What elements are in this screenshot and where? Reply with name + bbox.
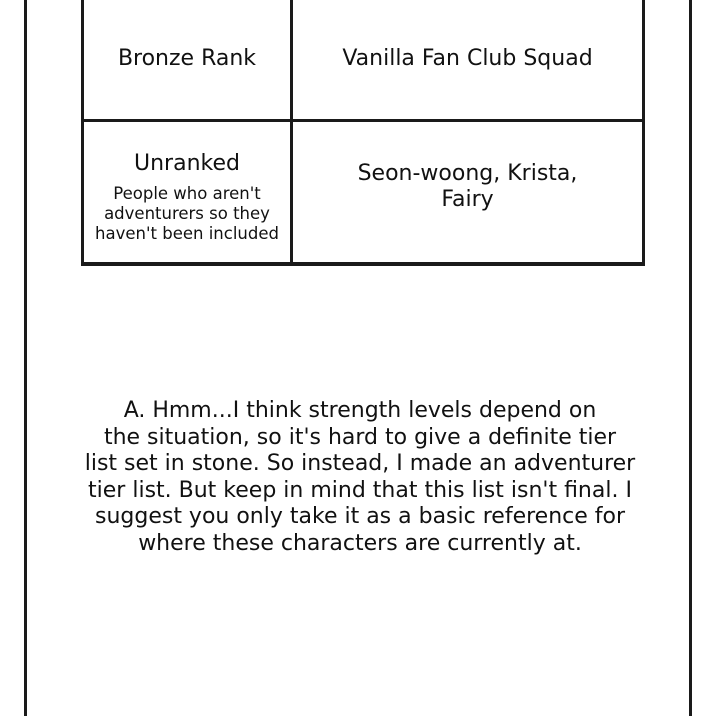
members-text: Vanilla Fan Club Squad — [342, 46, 593, 71]
rank-label: Bronze Rank — [117, 46, 257, 71]
rank-note-line: adventurers so they — [104, 203, 270, 223]
rank-cell-unranked — [83, 121, 292, 264]
members-text-line: Seon-woong, Krista, — [357, 160, 578, 186]
rank-note-line: haven't been included — [95, 223, 279, 243]
rank-note-line: People who aren't — [113, 183, 261, 203]
answer-line: list set in stone. So instead, I made an adventurer — [84, 451, 636, 476]
table-row-unranked — [83, 121, 644, 264]
answer-line: where these characters are currently at. — [138, 530, 582, 556]
rank-note — [84, 184, 290, 244]
adventurer-tier-table — [81, 0, 645, 266]
members-cell-unranked — [292, 121, 644, 264]
answer-line: A. Hmm...I think strength levels depend on — [123, 398, 597, 423]
members-text-line: Fairy — [441, 186, 494, 212]
answer-line: the situation, so it's hard to give a definite tier — [103, 424, 617, 450]
answer-line: tier list. But keep in mind that this list isn't final. I — [88, 477, 632, 503]
answer-paragraph — [60, 398, 660, 557]
table-row-bronze — [83, 0, 644, 121]
answer-line: suggest you only take it as a basic reference for — [94, 504, 626, 529]
rank-cell-bronze — [83, 0, 292, 121]
rank-label: Unranked — [134, 150, 240, 176]
members-cell-bronze — [292, 0, 644, 121]
